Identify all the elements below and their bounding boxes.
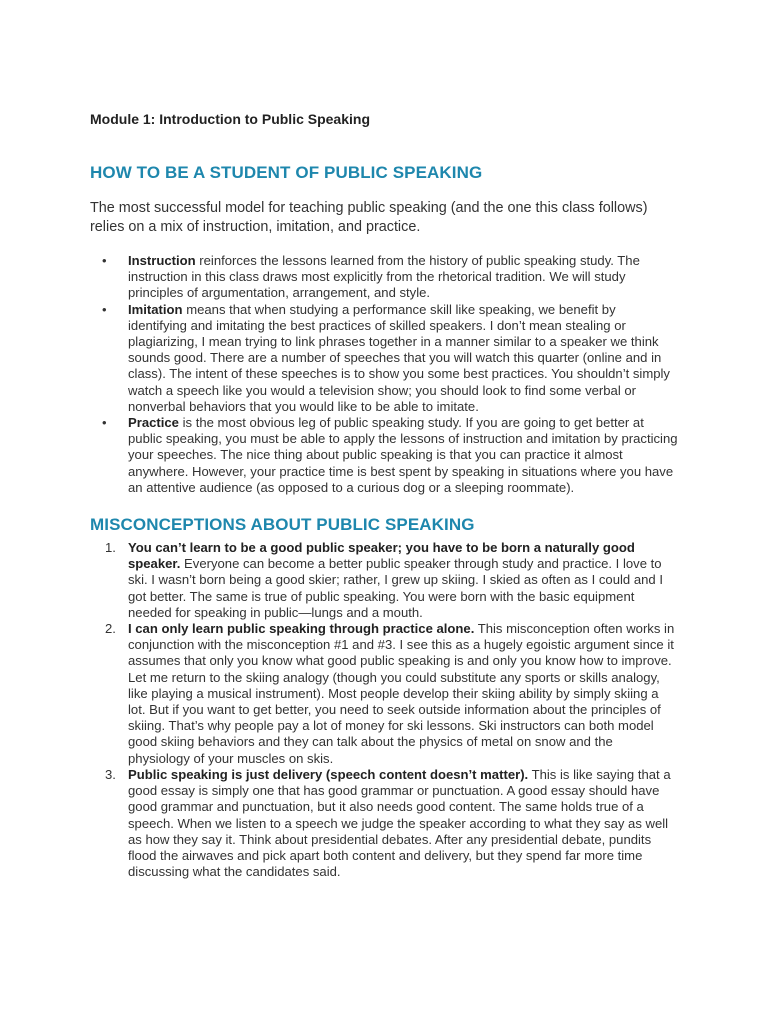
bullet-term: Instruction [128,253,196,268]
bullet-term: Practice [128,415,179,431]
bullet-list [90,253,678,496]
bullet-term: Imitation [128,301,183,317]
list-item [105,540,678,621]
misconception-term: Public speaking is just delivery (speech content doesn’t matter). [128,766,529,782]
item-number: 3. [105,766,116,782]
list-item [102,415,678,496]
misconceptions-list [90,540,678,880]
list-item [102,253,678,302]
list-item [105,621,678,767]
bullet-text: is the most obvious leg of public speaking study. If you are going to get better at public speaking, you must be able to apply the lessons of instruction and imitation by practicing your speeches. The nice thing about public speaking is that you can practice it almost anywhere. However, your practice time is best spent by speaking in situations where you have an attentive audience (as opposed to a curious dog or a sleeping roommate). [128,415,678,495]
bullet-dot: • [102,253,107,268]
misconception-text: This misconception often works in conjunction with the misconception #1 and #3. I see this as a hugely egoistic argument since it assumes that only you know what good public speaking is and only you know how to improve. Let me return to the skiing analogy (though you could substitute any sports or skills analogy, like playing a musical instrument). Most people develop their skiing ability by simply skiing a lot. But if you want to get better, you need to seek outside information about the principles of skiing. That’s why people pay a lot of money for ski lessons. Ski instructors can both model good skiing behaviors and they can talk about the physics of metal on snow and the physiology of your muscles on skis. [128,621,675,766]
module-title: Module 1: Introduction to Public Speaking [90,111,370,127]
misconception-term: I can only learn public speaking through practice alone. [128,621,475,637]
bullet-dot: • [102,415,107,431]
bullet-text: means that when studying a performance skill like speaking, we benefit by identifying and imitating the best practices of skilled speakers. I don’t mean stealing or plagiarizing, I mean trying to link phrases together in a manner similar to a speaker we think sounds good. There are a number of speeches that you will watch this quarter (online and in class). The intent of these speeches is to show you some best practices. You shouldn’t simply watch a speech like you would a television show; you should look to find some verbal or nonverbal behaviors that you would like to be able to imitate. [128,301,670,414]
misconception-term: You can’t learn to be a good public speaker; you have to be born a naturally good speaker. [128,540,635,572]
intro-paragraph: The most successful model for teaching public speaking (and the one this class follows) relies on a mix of instruction, imitation, and practice. [90,200,648,235]
bullet-text: reinforces the lessons learned from the history of public speaking study. The instruction in this class draws most explicitly from the rhetorical tradition. We will study principles of argumentation, arrangement, and style. [128,253,640,301]
list-item [105,766,678,880]
misconception-text: This is like saying that a good essay is simply one that has good grammar or punctuation. A good essay should have good grammar and punctuation, but it also needs good content. The same holds true of a speech. When we listen to a speech we judge the speaker according to what they say as well as how they say it. Think about presidential debates. After any presidential debate, pundits flood the airwaves and pick apart both content and delivery, but they spend far more time discussing what the candidates said. [128,766,671,880]
section-heading-student: HOW TO BE A STUDENT OF PUBLIC SPEAKING [90,163,483,182]
list-item [102,301,678,415]
bullet-dot: • [102,301,107,317]
section-heading-misconceptions: MISCONCEPTIONS ABOUT PUBLIC SPEAKING [90,515,475,535]
item-number: 2. [105,621,116,637]
misconception-text: Everyone can become a better public speaker through study and practice. I love to ski. I wasn’t born being a good skier; rather, I grew up skiing. I skied as often as I could and I got better. The same is true of public speaking. You were born with the basic equipment needed for speaking in public—lungs and a mouth. [128,556,663,620]
item-number: 1. [105,540,116,556]
